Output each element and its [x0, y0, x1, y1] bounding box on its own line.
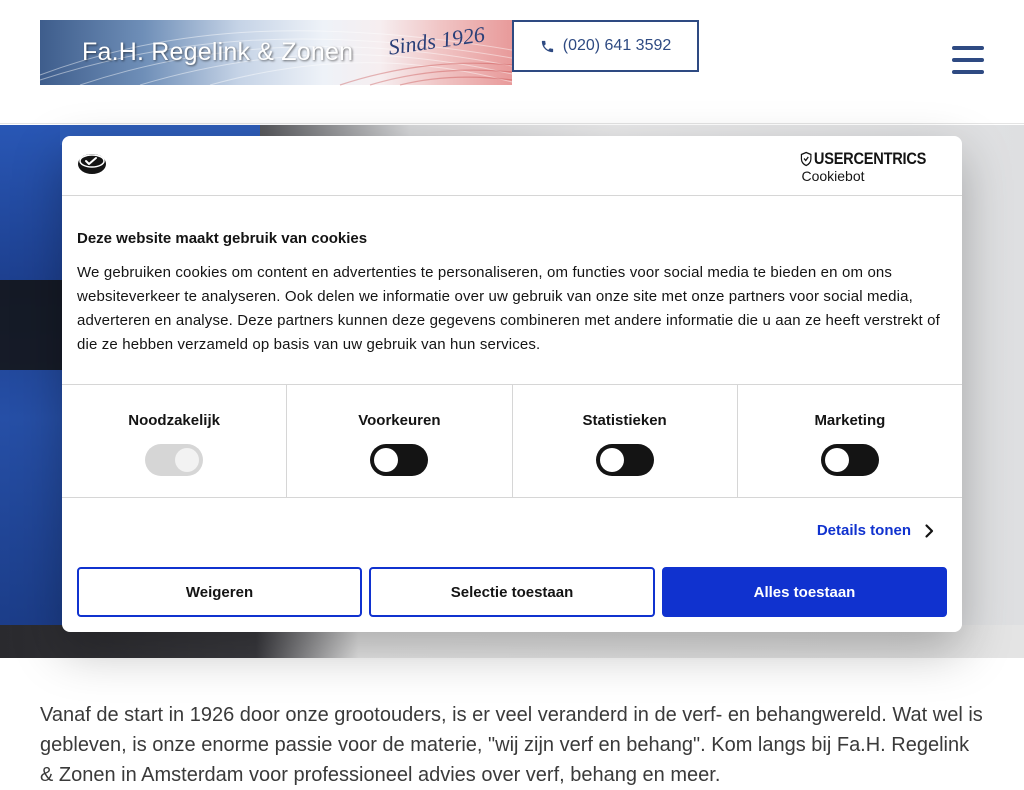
phone-button[interactable]	[512, 20, 699, 72]
reject-button[interactable]: Weigeren	[77, 567, 362, 617]
details-link[interactable]	[817, 522, 934, 539]
dialog-title: Deze website maakt gebruik van cookies	[77, 230, 368, 247]
shield-icon	[801, 152, 811, 166]
details-label: Details tonen	[816, 522, 911, 539]
phone-icon	[540, 39, 555, 54]
logo-name: Fa.H. Regelink & Zonen	[82, 38, 354, 66]
usercentrics-brand[interactable]	[801, 149, 947, 184]
cookiebot-logo-icon	[77, 152, 107, 176]
brand-name: USERCENTRICS	[814, 149, 927, 168]
toggle-statistics	[513, 385, 738, 497]
site-logo[interactable]	[40, 20, 512, 85]
chevron-right-icon	[925, 524, 934, 538]
preferences-switch[interactable]	[370, 444, 428, 476]
cookie-consent-dialog	[62, 136, 962, 632]
menu-icon[interactable]	[952, 46, 984, 76]
marketing-switch[interactable]	[821, 444, 879, 476]
dialog-body	[77, 230, 947, 357]
necessary-switch	[145, 444, 203, 476]
toggle-label: Noodzakelijk	[128, 412, 220, 429]
site-header	[0, 0, 1024, 124]
consent-toggles	[62, 384, 962, 498]
logo-tagline: Sinds 1926	[386, 21, 487, 60]
toggle-marketing	[738, 385, 962, 497]
brand-sub: Cookiebot	[801, 168, 865, 184]
statistics-switch[interactable]	[596, 444, 654, 476]
toggle-necessary	[62, 385, 287, 497]
toggle-label: Statistieken	[582, 412, 667, 429]
intro-paragraph: Vanaf de start in 1926 door onze grootouders, is er veel veranderd in de verf- en behangwereld. Wat wel is gebleven, is onze enorme passie voor de materie, "wij zijn verf en behang". Kom langs bij Fa.H. Regelink & Zonen in Amsterdam voor professioneel advies over verf, behang en meer.	[40, 704, 983, 786]
toggle-label: Marketing	[814, 412, 886, 429]
toggle-preferences	[287, 385, 512, 497]
phone-number: (020) 641 3592	[562, 37, 672, 54]
dialog-text: We gebruiken cookies om content en advertenties te personaliseren, om functies voor social media te bieden en om ons websiteverkeer te analyseren. Ook delen we informatie over uw gebruik van onze site met onze partners voor social media, adverteren en analyse. Deze partners kunnen deze gegevens combineren met andere informatie die u aan ze heeft verstrekt of die ze hebben verzameld op basis van uw gebruik van hun services.	[77, 264, 940, 353]
allow-selection-button[interactable]: Selectie toestaan	[369, 567, 655, 617]
toggle-label: Voorkeuren	[358, 412, 441, 429]
allow-all-button[interactable]: Alles toestaan	[662, 567, 947, 617]
dialog-header	[62, 136, 962, 196]
